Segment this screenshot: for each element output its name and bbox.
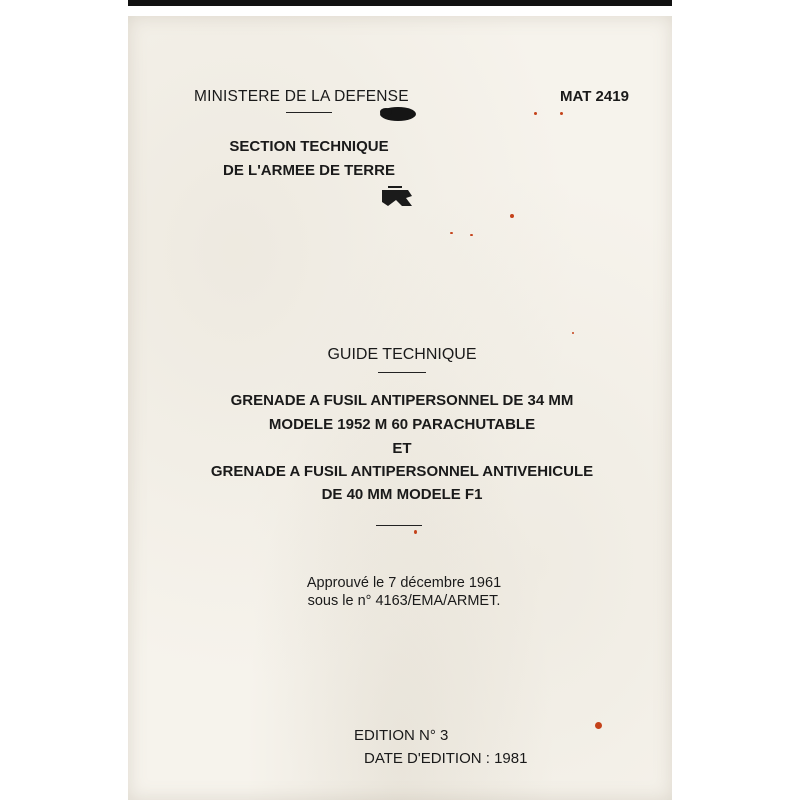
guide-divider	[378, 372, 426, 373]
ink-mark-stamp	[378, 184, 418, 214]
title-line-4: GRENADE A FUSIL ANTIPERSONNEL ANTIVEHICULE	[210, 463, 594, 480]
title-line-3: ET	[392, 440, 412, 457]
foxing-spot	[414, 530, 417, 534]
title-line-2: MODELE 1952 M 60 PARACHUTABLE	[268, 416, 536, 433]
title-line-1: GRENADE A FUSIL ANTIPERSONNEL DE 34 MM	[230, 392, 574, 409]
scan-top-gap	[128, 6, 672, 16]
title-divider	[376, 525, 422, 526]
foxing-spot	[510, 214, 514, 218]
approval-number: sous le n° 4163/EMA/ARMET.	[307, 593, 501, 609]
guide-label: GUIDE TECHNIQUE	[327, 346, 477, 363]
ink-blot-stamp	[376, 100, 420, 128]
foxing-spot	[450, 232, 453, 234]
foxing-spot	[470, 234, 473, 236]
section-title-line1: SECTION TECHNIQUE	[229, 138, 389, 155]
approval-date: Approuvé le 7 décembre 1961	[306, 575, 502, 591]
section-title-line2: DE L'ARMEE DE TERRE	[223, 162, 395, 179]
document-page	[128, 16, 672, 800]
edition-date: DATE D'EDITION : 1981	[364, 750, 528, 767]
document-reference: MAT 2419	[560, 88, 629, 105]
foxing-spot	[572, 332, 574, 334]
header-divider	[286, 112, 332, 113]
foxing-spot	[595, 722, 602, 729]
foxing-spot	[534, 112, 537, 115]
title-line-5: DE 40 MM MODELE F1	[321, 486, 483, 503]
ministry-heading: MINISTERE DE LA DEFENSE	[194, 88, 409, 105]
edition-number: EDITION N° 3	[354, 727, 449, 744]
foxing-spot	[560, 112, 563, 115]
